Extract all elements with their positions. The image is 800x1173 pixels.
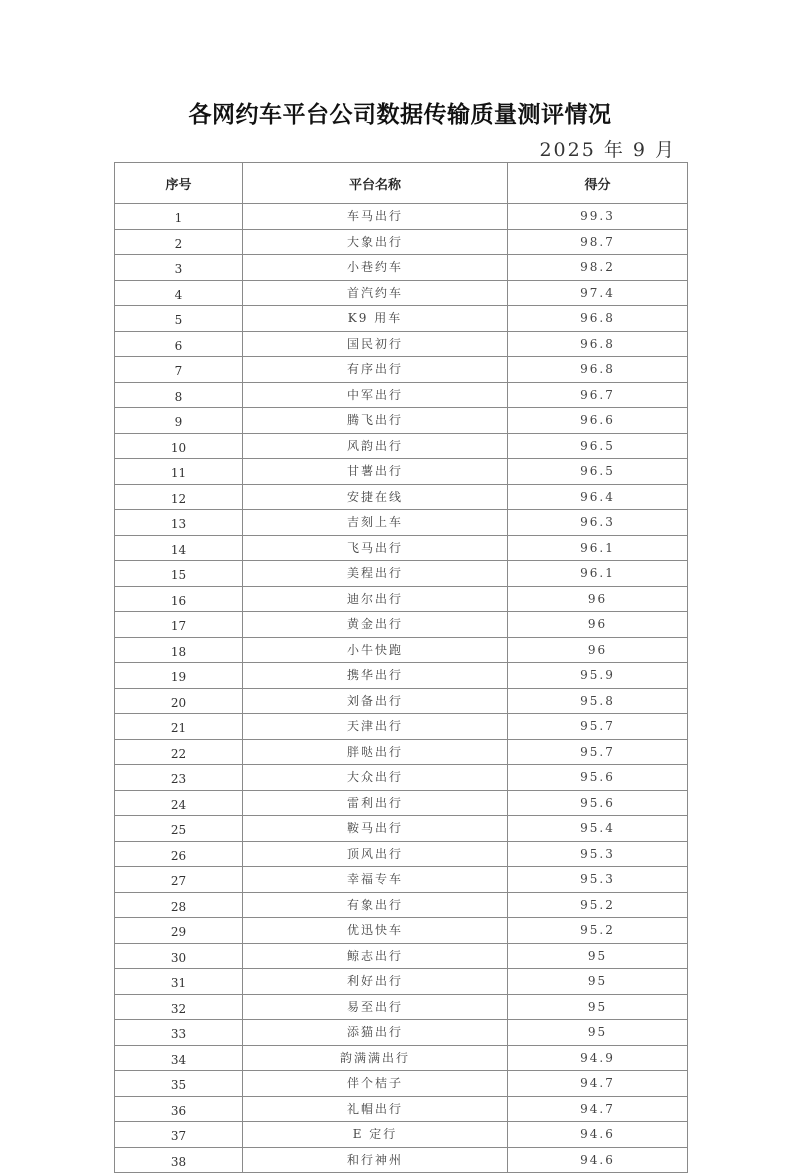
score-value: 96.8 [508,357,688,383]
score-value: 96 [508,586,688,612]
score-value: 95.6 [508,790,688,816]
table-row [115,739,688,765]
row-index: 38 [115,1147,243,1173]
score-value: 95.9 [508,663,688,689]
row-index: 23 [115,765,243,791]
platform-name: 易至出行 [243,994,508,1020]
row-index: 31 [115,969,243,995]
score-value: 98.2 [508,255,688,281]
row-index: 5 [115,306,243,332]
table-header-row [115,163,688,204]
score-value: 94.7 [508,1071,688,1097]
platform-name: 有序出行 [243,357,508,383]
platform-name: 小牛快跑 [243,637,508,663]
table-row [115,637,688,663]
table-row [115,765,688,791]
score-value: 95.2 [508,918,688,944]
table-row [115,382,688,408]
row-index: 30 [115,943,243,969]
score-value: 96.5 [508,433,688,459]
platform-name: 鞍马出行 [243,816,508,842]
table-row [115,943,688,969]
table-row [115,306,688,332]
platform-name: 风韵出行 [243,433,508,459]
row-index: 14 [115,535,243,561]
row-index: 13 [115,510,243,536]
platform-name: 胖哒出行 [243,739,508,765]
score-value: 95.3 [508,841,688,867]
score-value: 96.5 [508,459,688,485]
score-value: 96.6 [508,408,688,434]
table-row [115,1020,688,1046]
table-row [115,408,688,434]
score-table [114,162,688,1173]
row-index: 25 [115,816,243,842]
platform-name: 优迅快车 [243,918,508,944]
table-row [115,1096,688,1122]
score-value: 95.6 [508,765,688,791]
score-value: 96.1 [508,561,688,587]
row-index: 7 [115,357,243,383]
table-row [115,867,688,893]
platform-name: 大象出行 [243,229,508,255]
platform-name: 国民初行 [243,331,508,357]
platform-name: 顶风出行 [243,841,508,867]
row-index: 11 [115,459,243,485]
score-value: 96 [508,612,688,638]
table-row [115,459,688,485]
table-row [115,714,688,740]
table-row [115,280,688,306]
table-row [115,969,688,995]
score-value: 95 [508,1020,688,1046]
platform-name: 伴个桔子 [243,1071,508,1097]
table-row [115,1045,688,1071]
row-index: 6 [115,331,243,357]
row-index: 28 [115,892,243,918]
row-index: 17 [115,612,243,638]
table-row [115,1122,688,1148]
score-value: 95.7 [508,714,688,740]
header-score: 得分 [508,163,688,204]
table-row [115,1147,688,1173]
row-index: 10 [115,433,243,459]
score-value: 94.7 [508,1096,688,1122]
table-row [115,561,688,587]
table-row [115,510,688,536]
table-row [115,484,688,510]
row-index: 20 [115,688,243,714]
score-value: 98.7 [508,229,688,255]
platform-name: 幸福专车 [243,867,508,893]
row-index: 9 [115,408,243,434]
table-row [115,816,688,842]
platform-name: 和行神州 [243,1147,508,1173]
platform-name: 雷利出行 [243,790,508,816]
score-value: 96 [508,637,688,663]
score-value: 95.3 [508,867,688,893]
score-value: 97.4 [508,280,688,306]
table-row [115,229,688,255]
score-value: 96.8 [508,331,688,357]
score-value: 95 [508,969,688,995]
row-index: 35 [115,1071,243,1097]
score-value: 99.3 [508,204,688,230]
platform-name: 大众出行 [243,765,508,791]
platform-name: K9 用车 [243,306,508,332]
platform-name: 首汽约车 [243,280,508,306]
platform-name: 美程出行 [243,561,508,587]
row-index: 2 [115,229,243,255]
table-row [115,892,688,918]
platform-name: 吉刻上车 [243,510,508,536]
table-row [115,612,688,638]
score-value: 94.6 [508,1122,688,1148]
report-date: 2025 年 9 月 [539,139,676,161]
row-index: 4 [115,280,243,306]
platform-name: 刘备出行 [243,688,508,714]
platform-name: 甘薯出行 [243,459,508,485]
row-index: 12 [115,484,243,510]
platform-name: 腾飞出行 [243,408,508,434]
platform-name: 携华出行 [243,663,508,689]
score-value: 96.1 [508,535,688,561]
row-index: 29 [115,918,243,944]
score-value: 94.6 [508,1147,688,1173]
table-row [115,586,688,612]
platform-name: 添猫出行 [243,1020,508,1046]
table-row [115,790,688,816]
score-value: 96.8 [508,306,688,332]
header-platform-name: 平台名称 [243,163,508,204]
row-index: 21 [115,714,243,740]
platform-name: 有象出行 [243,892,508,918]
row-index: 1 [115,204,243,230]
platform-name: 利好出行 [243,969,508,995]
row-index: 26 [115,841,243,867]
row-index: 22 [115,739,243,765]
platform-name: E 定行 [243,1122,508,1148]
platform-name: 安捷在线 [243,484,508,510]
row-index: 8 [115,382,243,408]
score-value: 96.3 [508,510,688,536]
table-row [115,688,688,714]
score-value: 95.2 [508,892,688,918]
score-value: 95 [508,943,688,969]
platform-name: 飞马出行 [243,535,508,561]
table-row [115,331,688,357]
platform-name: 黄金出行 [243,612,508,638]
platform-name: 中军出行 [243,382,508,408]
score-value: 95.8 [508,688,688,714]
table-row [115,255,688,281]
score-value: 96.4 [508,484,688,510]
header-index: 序号 [115,163,243,204]
platform-name: 韵满满出行 [243,1045,508,1071]
platform-name: 天津出行 [243,714,508,740]
score-value: 95.7 [508,739,688,765]
table-row [115,841,688,867]
table-row [115,204,688,230]
table-row [115,433,688,459]
score-value: 96.7 [508,382,688,408]
row-index: 34 [115,1045,243,1071]
row-index: 36 [115,1096,243,1122]
score-value: 95 [508,994,688,1020]
row-index: 33 [115,1020,243,1046]
row-index: 16 [115,586,243,612]
table-body [115,204,688,1173]
table-row [115,663,688,689]
platform-name: 迪尔出行 [243,586,508,612]
score-value: 95.4 [508,816,688,842]
table-row [115,994,688,1020]
platform-name: 鲸志出行 [243,943,508,969]
row-index: 18 [115,637,243,663]
table-row [115,357,688,383]
platform-name: 小巷约车 [243,255,508,281]
row-index: 37 [115,1122,243,1148]
table-row [115,535,688,561]
row-index: 19 [115,663,243,689]
row-index: 27 [115,867,243,893]
platform-name: 礼帽出行 [243,1096,508,1122]
table-row [115,1071,688,1097]
table-row [115,918,688,944]
score-value: 94.9 [508,1045,688,1071]
row-index: 15 [115,561,243,587]
row-index: 3 [115,255,243,281]
platform-name: 车马出行 [243,204,508,230]
row-index: 24 [115,790,243,816]
page-title: 各网约车平台公司数据传输质量测评情况 [188,101,612,128]
row-index: 32 [115,994,243,1020]
